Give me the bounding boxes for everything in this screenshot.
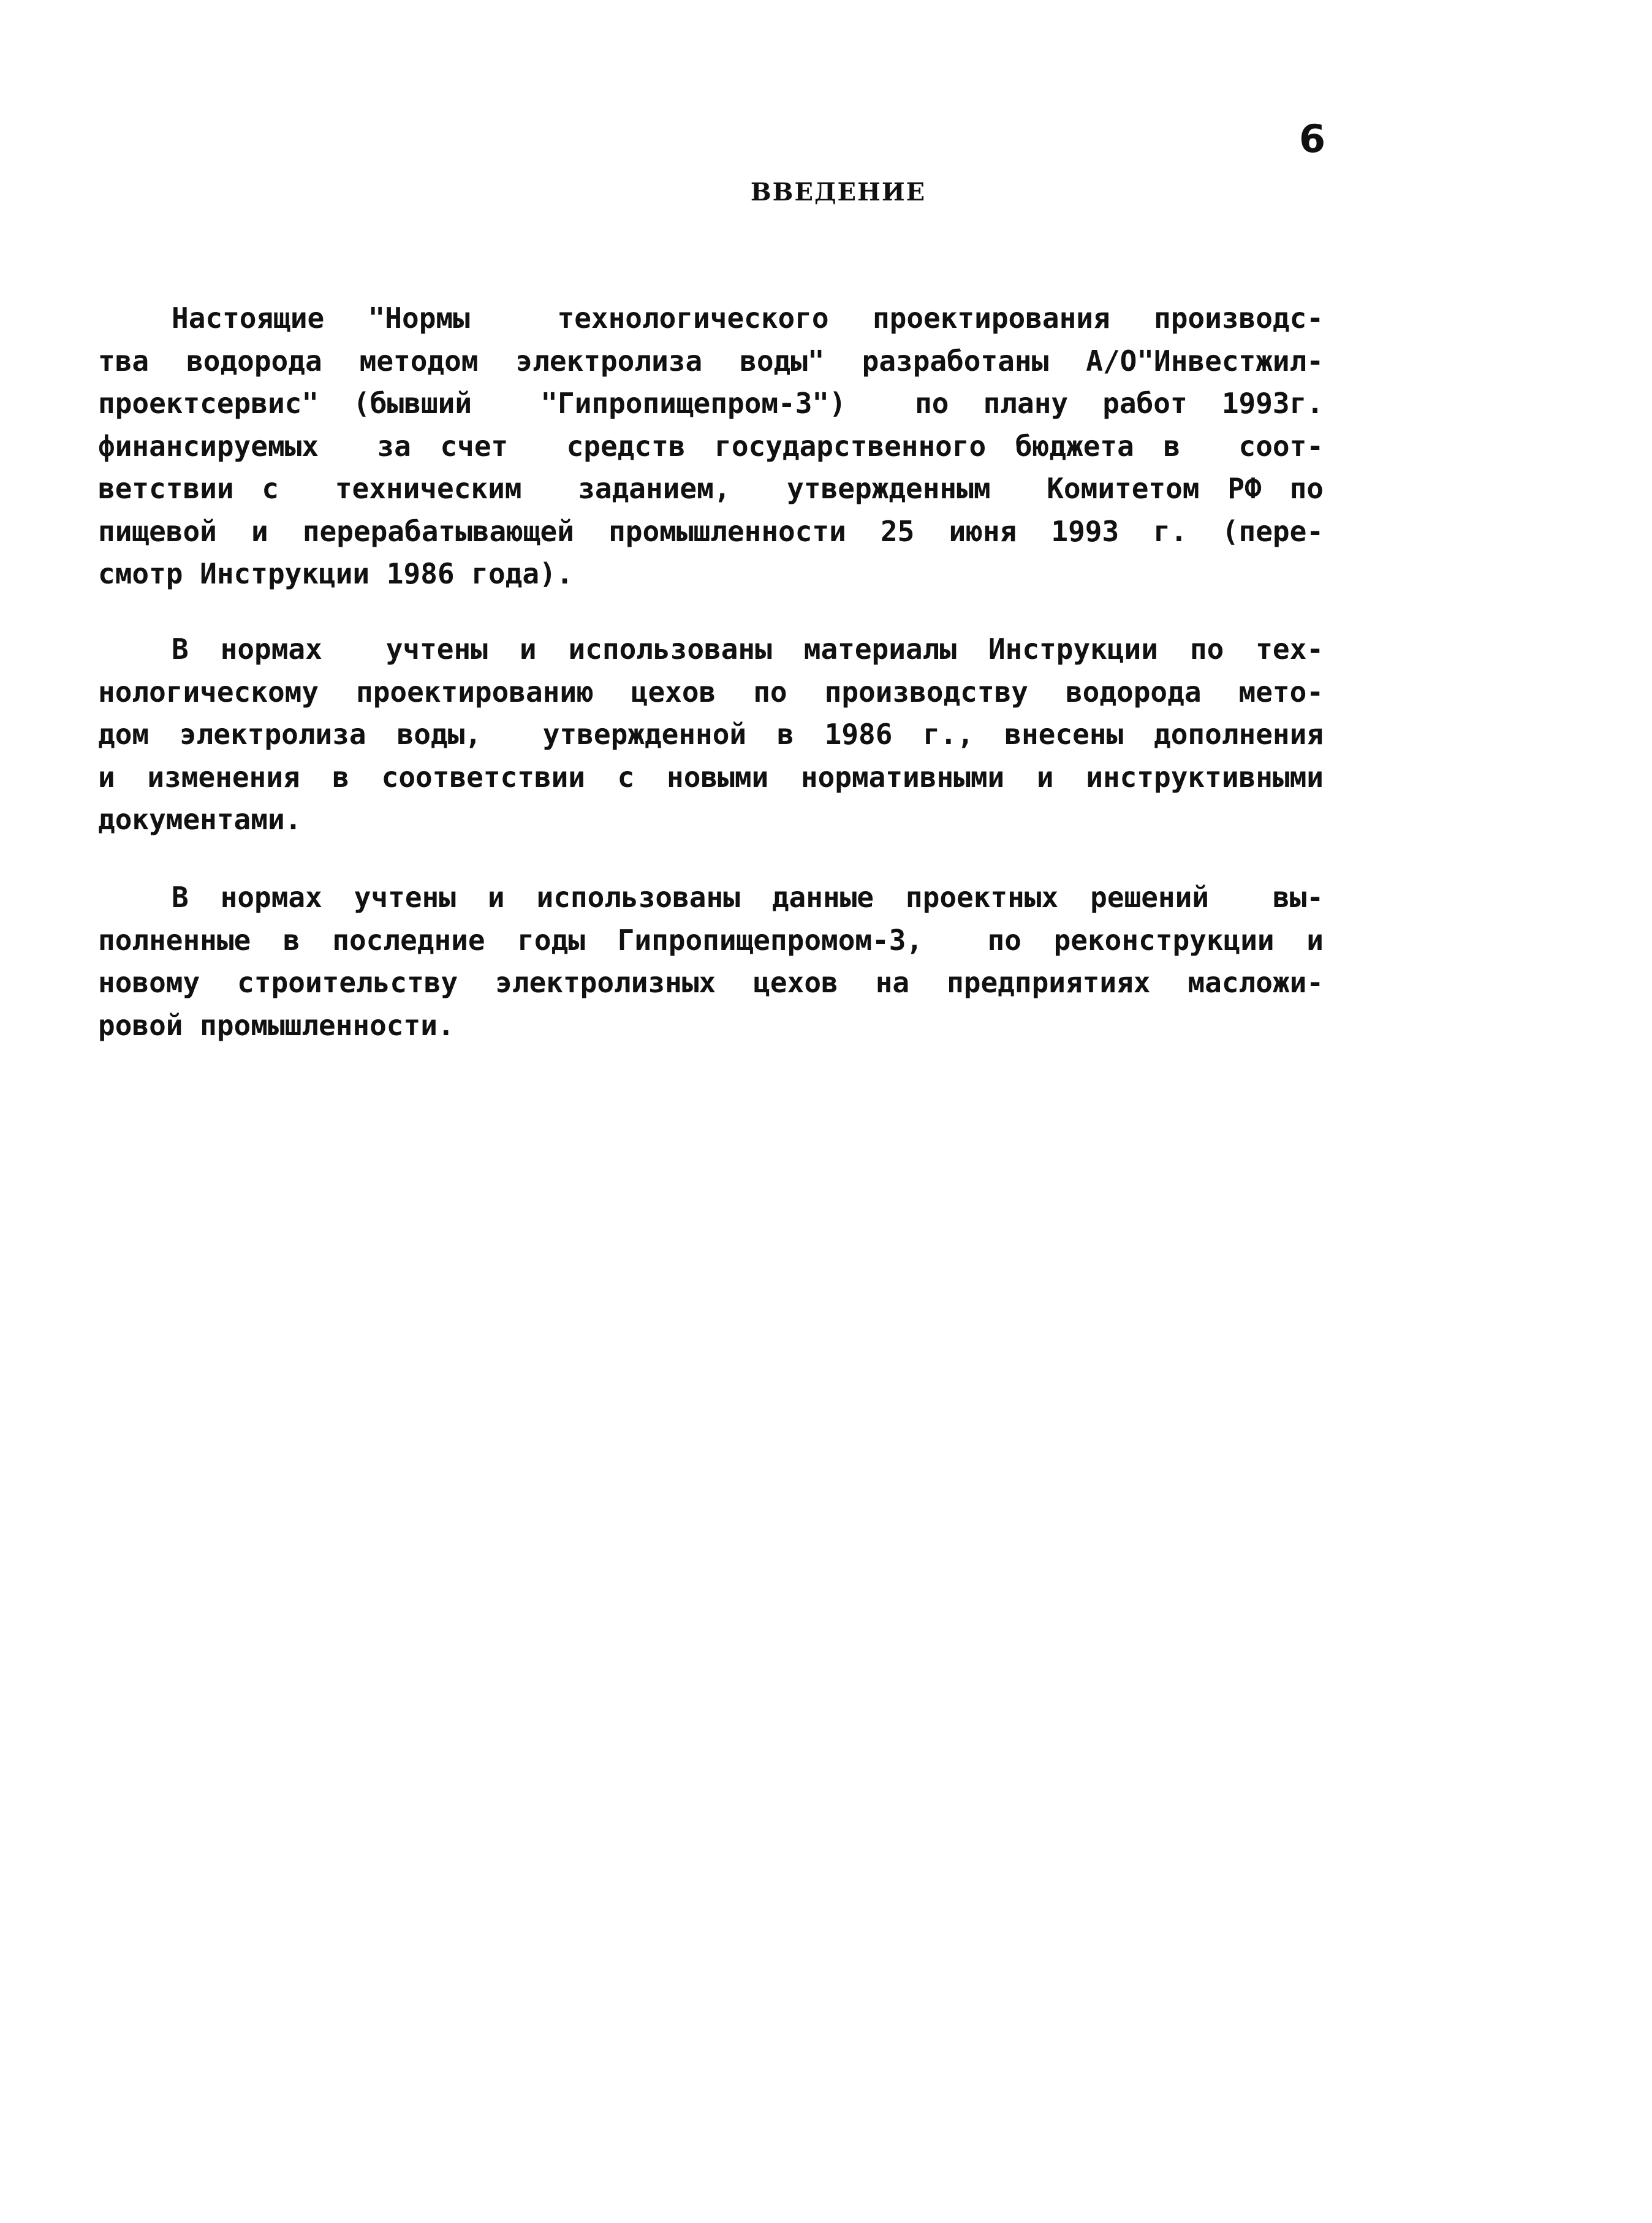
page-number: 6 (1299, 116, 1326, 161)
paragraph-project-data (98, 876, 1324, 1047)
text-line: дом электролиза воды, утвержденной в 1986 г., внесены дополнения (98, 718, 1324, 751)
page-title: ВВЕДЕНИЕ (750, 178, 926, 207)
text-line: ветствии с техническим заданием, утвержденным Комитетом РФ по (98, 472, 1324, 505)
text-line: смотр Инструкции 1986 года). (98, 557, 574, 590)
text-line: В нормах учтены и использованы данные проектных решений вы- (172, 881, 1324, 914)
text-line: финансируемых за счет средств государственного бюджета в соот- (98, 429, 1324, 463)
text-line: документами. (98, 803, 302, 836)
text-line: и изменения в соответствии с новыми нормативными и инструктивными (98, 760, 1324, 794)
paragraph-materials (98, 628, 1324, 842)
text-line: полненные в последние годы Гипропищепромом-3, по реконструкции и (98, 923, 1324, 957)
paragraph-intro (98, 297, 1324, 596)
text-line: ровой промышленности. (98, 1008, 455, 1042)
text-line: пищевой и перерабатывающей промышленности 25 июня 1993 г. (пере- (98, 514, 1324, 548)
text-line: Настоящие "Нормы технологического проектирования производс- (172, 302, 1324, 335)
text-line: В нормах учтены и использованы материалы Инструкции по тех- (172, 633, 1324, 666)
text-line: нологическому проектированию цехов по производству водорода мето- (98, 675, 1324, 709)
text-line: новому строительству электролизных цехов на предприятиях масложи- (98, 966, 1324, 999)
text-line: проектсервис" (бывший "Гипропищепром-3") по плану работ 1993г. (98, 387, 1324, 420)
text-line: тва водорода методом электролиза воды" разработаны А/О"Инвестжил- (98, 344, 1324, 378)
